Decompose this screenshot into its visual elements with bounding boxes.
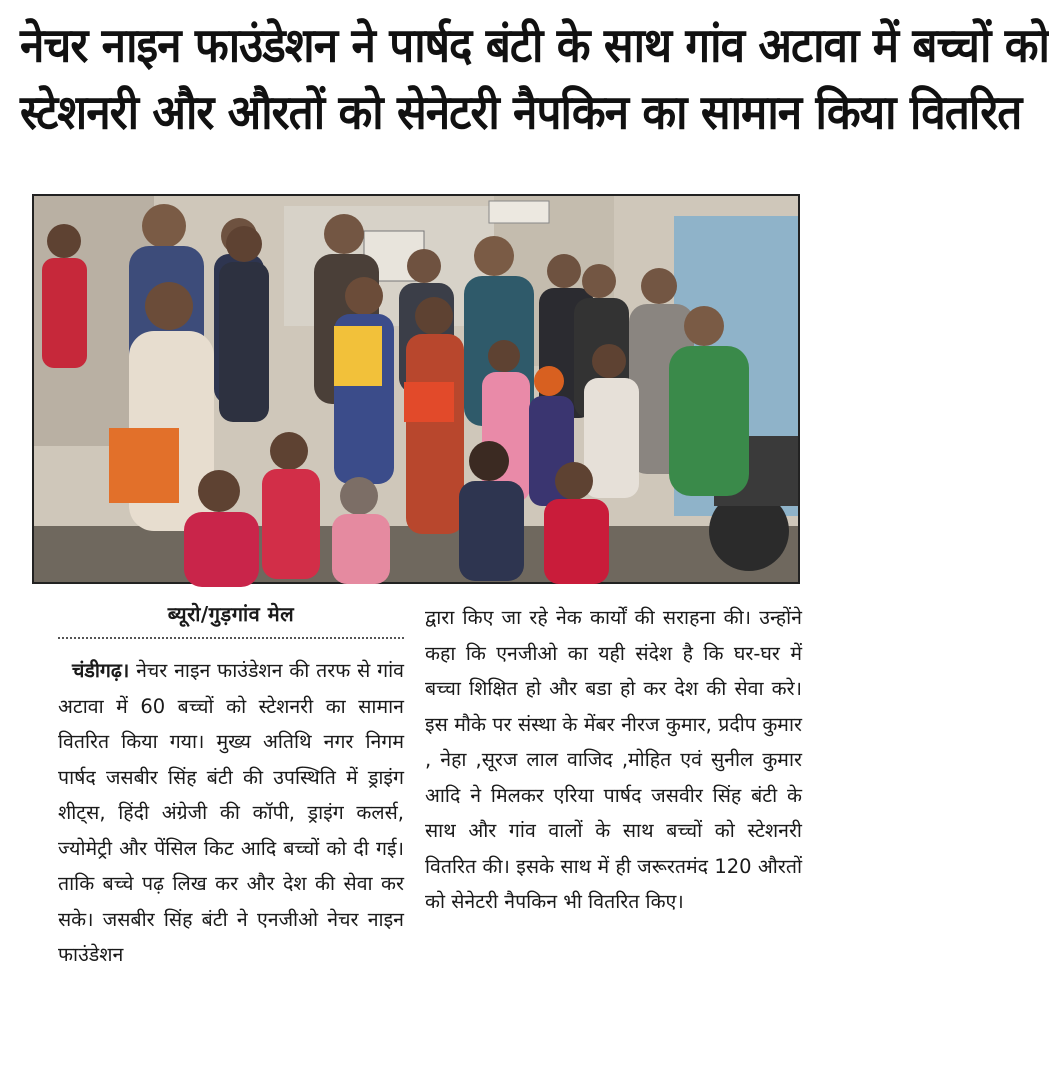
article-right-column [425,600,802,920]
byline: ब्यूरो/गुड़गांव मेल [167,602,295,626]
article-left-column [58,600,404,973]
headline-line-2: स्टेशनरी और औरतों को सेनेटरी नैपकिन का सामान किया वितरित [20,85,1022,141]
group-photo-image [32,194,800,584]
dateline: चंडीगढ़। [72,659,130,682]
byline-divider [58,637,404,639]
photo-illustration [34,196,798,582]
article-paragraph-left [58,653,404,973]
headline-line-1: नेचर नाइन फाउंडेशन ने पार्षद बंटी के साथ गांव अटावा में बच्चों को [20,18,1049,74]
article-text-right: द्वारा किए जा रहे नेक कार्यों की सराहना की। उन्होंने कहा कि एनजीओ का यही संदेश है कि घर-घर में बच्चा शिक्षित हो और बडा हो कर देश की सेवा करे। इस मौके पर संस्था के मेंबर नीरज कुमार, प्रदीप कुमार , नेहा ,सूरज लाल वाजिद ,मोहित एवं सुनील कुमार आदि ने मिलकर एरिया पार्षद जसवीर सिंह बंटी के साथ और गांव वालों के साथ बच्चों को स्टेशनरी वितरित की। इसके साथ में ही जरूरतमंद 120 औरतों को सेनेटरी नैपकिन भी वितरित किए। [425,606,802,913]
headline [20,13,1049,147]
article-text-left: नेचर नाइन फाउंडेशन की तरफ से गांव अटावा में 60 बच्चों को स्टेशनरी का सामान वितरित किया गया। मुख्य अतिथि नगर निगम पार्षद जसबीर सिंह बंटी की उपस्थिति में ड्राइंग शीट्स, हिंदी अंग्रेजी की कॉपी, ड्राइंग कलर्स, ज्योमेट्री और पेंसिल किट आदि बच्चों को दी गई। ताकि बच्चे पढ़ लिख कर और देश की सेवा कर सके। जसबीर सिंह बंटी ने एनजीओ नेचर नाइन फाउंडेशन [58,659,404,966]
